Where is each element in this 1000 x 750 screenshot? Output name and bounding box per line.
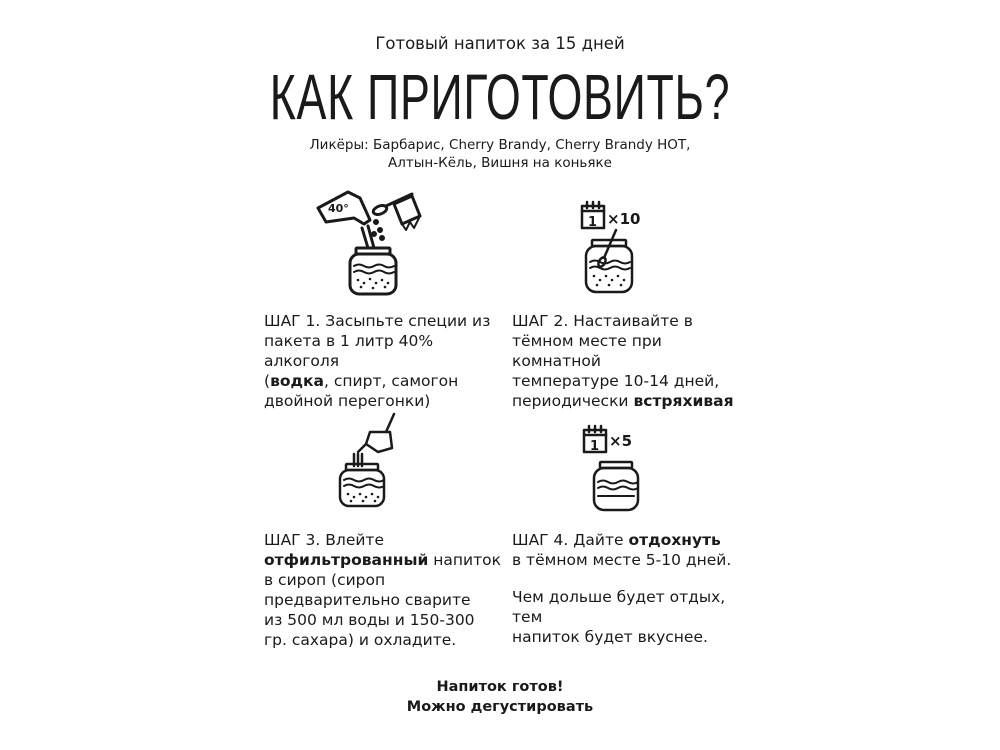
liqueurs-list-line-1: Ликёры: Барбарис, Cherry Brandy, Cherry Brandy HOT, [309, 137, 691, 153]
step-note-line: напиток будет вкуснее. [512, 628, 708, 646]
step-line: (водка, спирт, самогон [264, 372, 459, 390]
step-line: ШАГ 4. Дайте отдохнуть [512, 531, 721, 549]
step-line: в тёмном месте 5-10 дней. [512, 551, 732, 569]
step-line: ШАГ 3. Влейте [264, 531, 384, 549]
bottle-label: 40° [328, 202, 349, 215]
step-line: отфильтрованный напиток [264, 551, 501, 569]
footer-taste: Можно дегустировать [406, 699, 594, 715]
step-3-text [264, 530, 504, 650]
calendar-jar-rest-icon [578, 424, 658, 516]
footer-ready: Напиток готов! [436, 679, 564, 695]
step-line: из 500 мл воды и 150-300 [264, 611, 475, 629]
step-line: ШАГ 1. Засыпьте специи из [264, 312, 491, 330]
page-title: КАК ПРИГОТОВИТЬ? [269, 61, 731, 133]
calendar-day: 1 [588, 215, 598, 230]
bottle-pour-icon [312, 186, 442, 298]
step-line: двойной перегонки) [264, 392, 431, 410]
step-1-text [264, 311, 504, 411]
calendar-jar-icon [576, 200, 656, 298]
multiplier-text: ×10 [607, 210, 641, 228]
pour-syrup-icon [330, 408, 410, 508]
step-4-text [512, 530, 752, 647]
step-line: периодически встряхивая [512, 392, 734, 410]
step-line: в сироп (сироп [264, 571, 386, 589]
step-line: ШАГ 2. Настаивайте в [512, 312, 693, 330]
multiplier-text: ×5 [609, 432, 633, 450]
step-line: тёмном месте при комнатной [512, 332, 662, 370]
calendar-day: 1 [590, 439, 600, 454]
step-note-line: Чем дольше будет отдых, тем [512, 588, 726, 626]
liqueurs-list-line-2: Алтын-Кёль, Вишня на коньяке [388, 155, 612, 171]
subtitle: Готовый напиток за 15 дней [375, 34, 625, 53]
step-line: предварительно сварите [264, 591, 471, 609]
step-line: пакета в 1 литр 40% алкоголя [264, 332, 434, 370]
step-line: температуре 10-14 дней, [512, 372, 720, 390]
step-2-text [512, 311, 752, 411]
step-line: гр. сахара) и охладите. [264, 631, 457, 649]
